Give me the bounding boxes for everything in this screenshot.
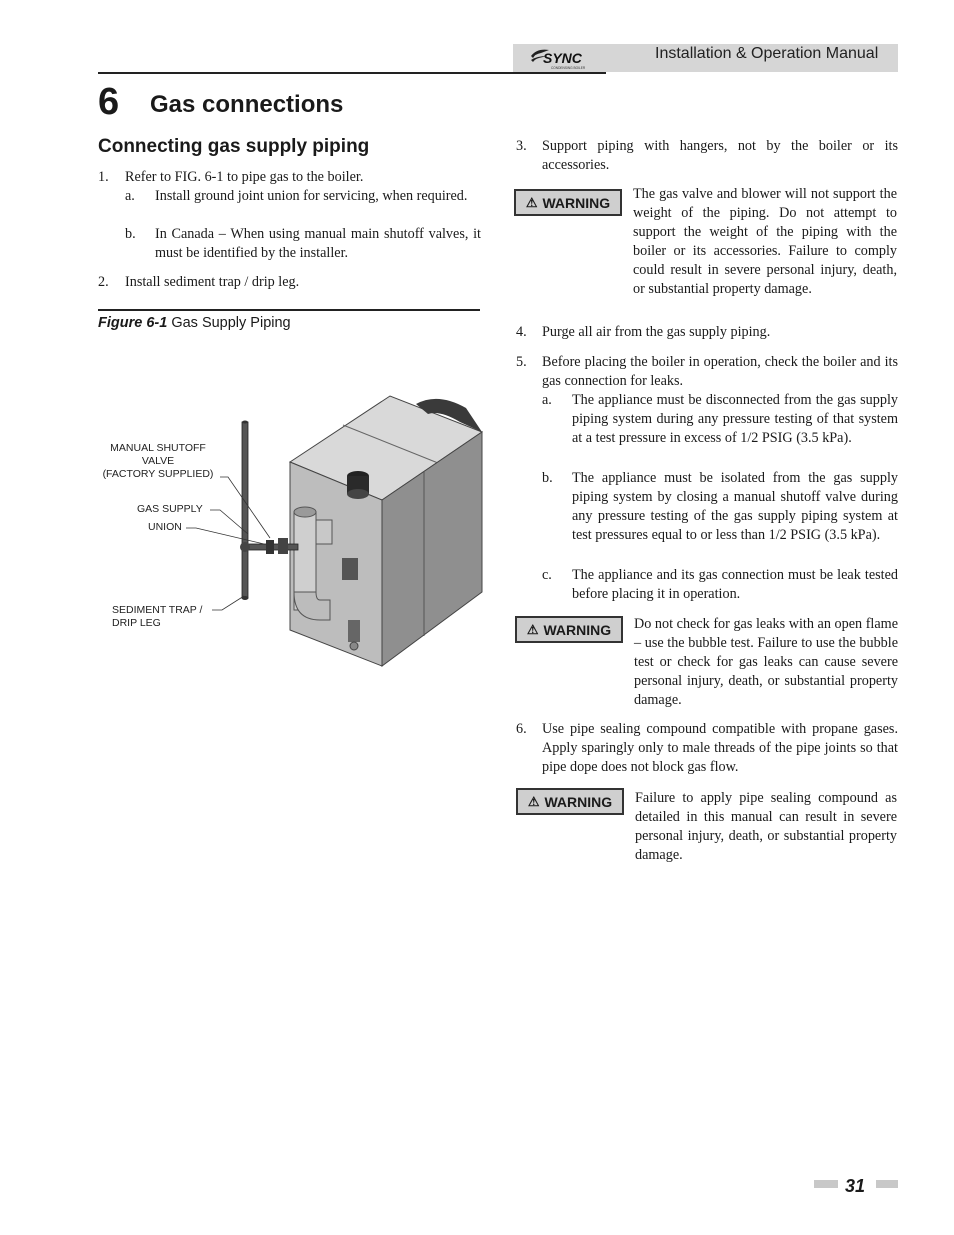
svg-text:CONDENSING BOILER: CONDENSING BOILER [551,66,586,70]
substep-letter: c. [542,567,552,583]
warning-badge [516,788,624,815]
step-number: 3. [516,138,527,154]
figure-caption-text: Gas Supply Piping [167,315,291,331]
substep-text: Install ground joint union for servicing, when required. [155,188,468,204]
callout-sediment-trap [112,604,202,630]
substep-letter: a. [125,188,135,204]
warning-triangle-icon: ⚠ [525,194,538,210]
callout-union: UNION [148,521,182,533]
callout-line: VALVE [141,455,175,467]
svg-text:SYNC: SYNC [543,50,582,66]
callout-line: DRIP LEG [112,617,161,629]
header-rule [98,72,606,74]
step-number: 4. [516,324,527,340]
step-text: Install sediment trap / drip leg. [125,274,300,290]
substep-text: The appliance must be disconnected from the gas supply piping system during any pressure testing of that system at a test pressure in excess of 1/2 PSIG (3.5 kPa). [572,392,898,446]
chapter-title: Gas connections [150,91,344,118]
footer-bar-left [814,1180,838,1188]
manual-title: Installation & Operation Manual [655,45,879,62]
warning-badge [515,616,623,643]
substep-letter: a. [542,392,552,408]
chapter-number: 6 [98,81,120,123]
warning-triangle-icon: ⚠ [527,793,540,809]
warning-text: The gas valve and blower will not support the weight of the piping. Do not attempt to support the weight of the piping with the boiler or its accessories. Failure to comply could result in severe personal injury, death, or substantial property damage. [633,186,897,297]
substep-text: In Canada – When using manual main shutoff valves, it must be identified by the installer. [155,226,481,261]
substep-text: The appliance must be isolated from the gas supply piping system by closing a manual shutoff valve during any pressure testing of the gas supply piping system at test pressures equal to or less than 1/2 PSIG (3.5 kPa). [572,470,898,543]
figure-rule [98,309,480,311]
substep-text: The appliance and its gas connection must be leak tested before placing it in operation. [572,567,898,602]
warning-label: WARNING [544,793,613,810]
brand-logo [527,44,607,72]
callout-line: MANUAL SHUTOFF [110,442,206,454]
substep-letter: b. [542,470,553,486]
callout-gas-supply: GAS SUPPLY [137,503,203,515]
warning-label: WARNING [542,194,611,211]
warning-label: WARNING [543,621,612,638]
step-text: Before placing the boiler in operation, check the boiler and its gas connection for leaks. [542,354,898,389]
step-text: Support piping with hangers, not by the boiler or its accessories. [542,138,898,173]
step-number: 6. [516,721,527,737]
step-number: 5. [516,354,527,370]
section-title: Connecting gas supply piping [98,136,370,157]
warning-badge [514,189,622,216]
warning-triangle-icon: ⚠ [526,621,539,637]
page-number: 31 [845,1176,866,1196]
step-number: 2. [98,274,109,290]
callout-line: (FACTORY SUPPLIED) [102,468,214,480]
step-text: Refer to FIG. 6-1 to pipe gas to the boiler. [125,169,364,185]
callout-line: SEDIMENT TRAP / [112,604,203,616]
callout-manual-shutoff-valve [98,442,218,481]
footer-bar-right [876,1180,898,1188]
step-number: 1. [98,169,109,185]
warning-text: Do not check for gas leaks with an open flame – use the bubble test. Failure to use the bubble test or check for gas leaks can cause severe personal injury, death, or substantial property damage. [634,616,898,708]
figure-label: Figure 6-1 [98,315,168,331]
substep-letter: b. [125,226,136,242]
step-text: Use pipe sealing compound compatible with propane gases. Apply sparingly only to male threads of the pipe joints so that pipe dope does not block gas flow. [542,721,898,775]
step-text: Purge all air from the gas supply piping. [542,324,771,340]
warning-text: Failure to apply pipe sealing compound as detailed in this manual can result in severe personal injury, death, or substantial property damage. [635,790,897,863]
